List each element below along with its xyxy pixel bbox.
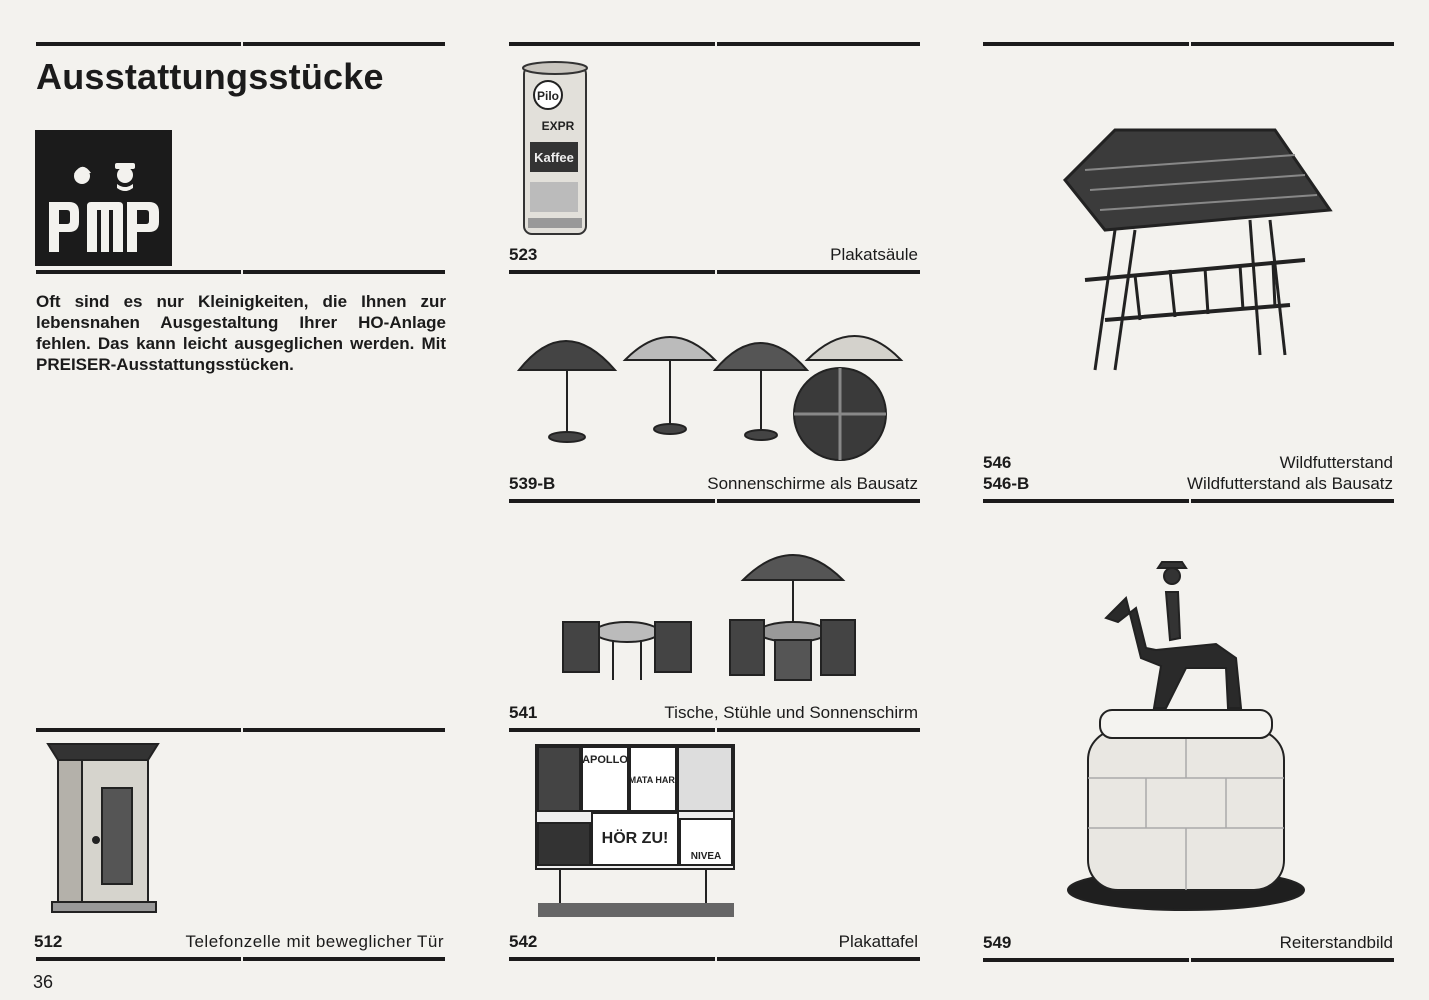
product-label-542: Plakattafel <box>838 932 918 951</box>
poster-text-apollo: APOLLO <box>582 754 628 766</box>
page-title: Ausstattungsstücke <box>36 56 384 97</box>
product-label-523: Plakatsäule <box>830 245 918 264</box>
parasols-image <box>515 322 905 472</box>
tables-chairs-image <box>555 540 865 695</box>
product-code-512: 512 <box>34 932 63 951</box>
poster-text-nivea: NIVEA <box>690 851 722 862</box>
product-code-546: 546 <box>983 453 1012 472</box>
product-label-541: Tische, Stühle und Sonnenschirm <box>664 703 918 722</box>
advertising-column-image <box>518 60 593 243</box>
product-label-512: Telefonzelle mit beweglicher Tür <box>185 932 444 951</box>
product-label-539b: Sonnenschirme als Bausatz <box>707 474 918 493</box>
rule-523 <box>509 270 920 274</box>
column-text-kaffee: Kaffee <box>534 150 574 165</box>
rule-549 <box>983 958 1394 962</box>
product-code-541: 541 <box>509 703 538 722</box>
product-label-546b: Wildfutterstand als Bausatz <box>1187 474 1393 493</box>
top-rule-middle <box>509 42 920 46</box>
billboard-image <box>534 743 736 926</box>
product-code-523: 523 <box>509 245 538 264</box>
poster-text-mata-hari: MATA HARI <box>628 775 678 785</box>
product-label-549: Reiterstandbild <box>1279 933 1393 952</box>
game-feeder-image <box>1045 120 1335 385</box>
rule-542 <box>509 957 920 961</box>
equestrian-statue-image <box>1066 558 1306 918</box>
rule-under-logo <box>36 270 445 274</box>
rule-512 <box>36 957 445 961</box>
pmp-logo-icon <box>35 130 172 266</box>
page-number: 36 <box>33 972 54 992</box>
column-text-pilo: Pilo <box>536 89 560 103</box>
phone-booth-image <box>44 740 162 920</box>
rule-539b <box>509 499 920 503</box>
rule-541 <box>509 728 920 732</box>
product-label-546: Wildfutterstand <box>1279 453 1393 472</box>
top-rule-right <box>983 42 1394 46</box>
column-text-expr: EXPR <box>541 119 575 133</box>
poster-text-hoer-zu: HÖR ZU! <box>601 830 669 847</box>
product-code-542: 542 <box>509 932 538 951</box>
product-code-539b: 539-B <box>509 474 556 493</box>
intro-text: Oft sind es nur Kleinigkeiten, die Ihnen zur lebensnahen Ausgestaltung Ihrer HO-Anlage fehlen. Das kann leicht ausgeglichen werden. Mit PREISER-Ausstattungsstücken. <box>36 292 446 374</box>
product-code-549: 549 <box>983 933 1012 952</box>
product-code-546b: 546-B <box>983 474 1030 493</box>
top-rule-left <box>36 42 445 46</box>
rule-above-512 <box>36 728 445 732</box>
rule-546 <box>983 499 1394 503</box>
